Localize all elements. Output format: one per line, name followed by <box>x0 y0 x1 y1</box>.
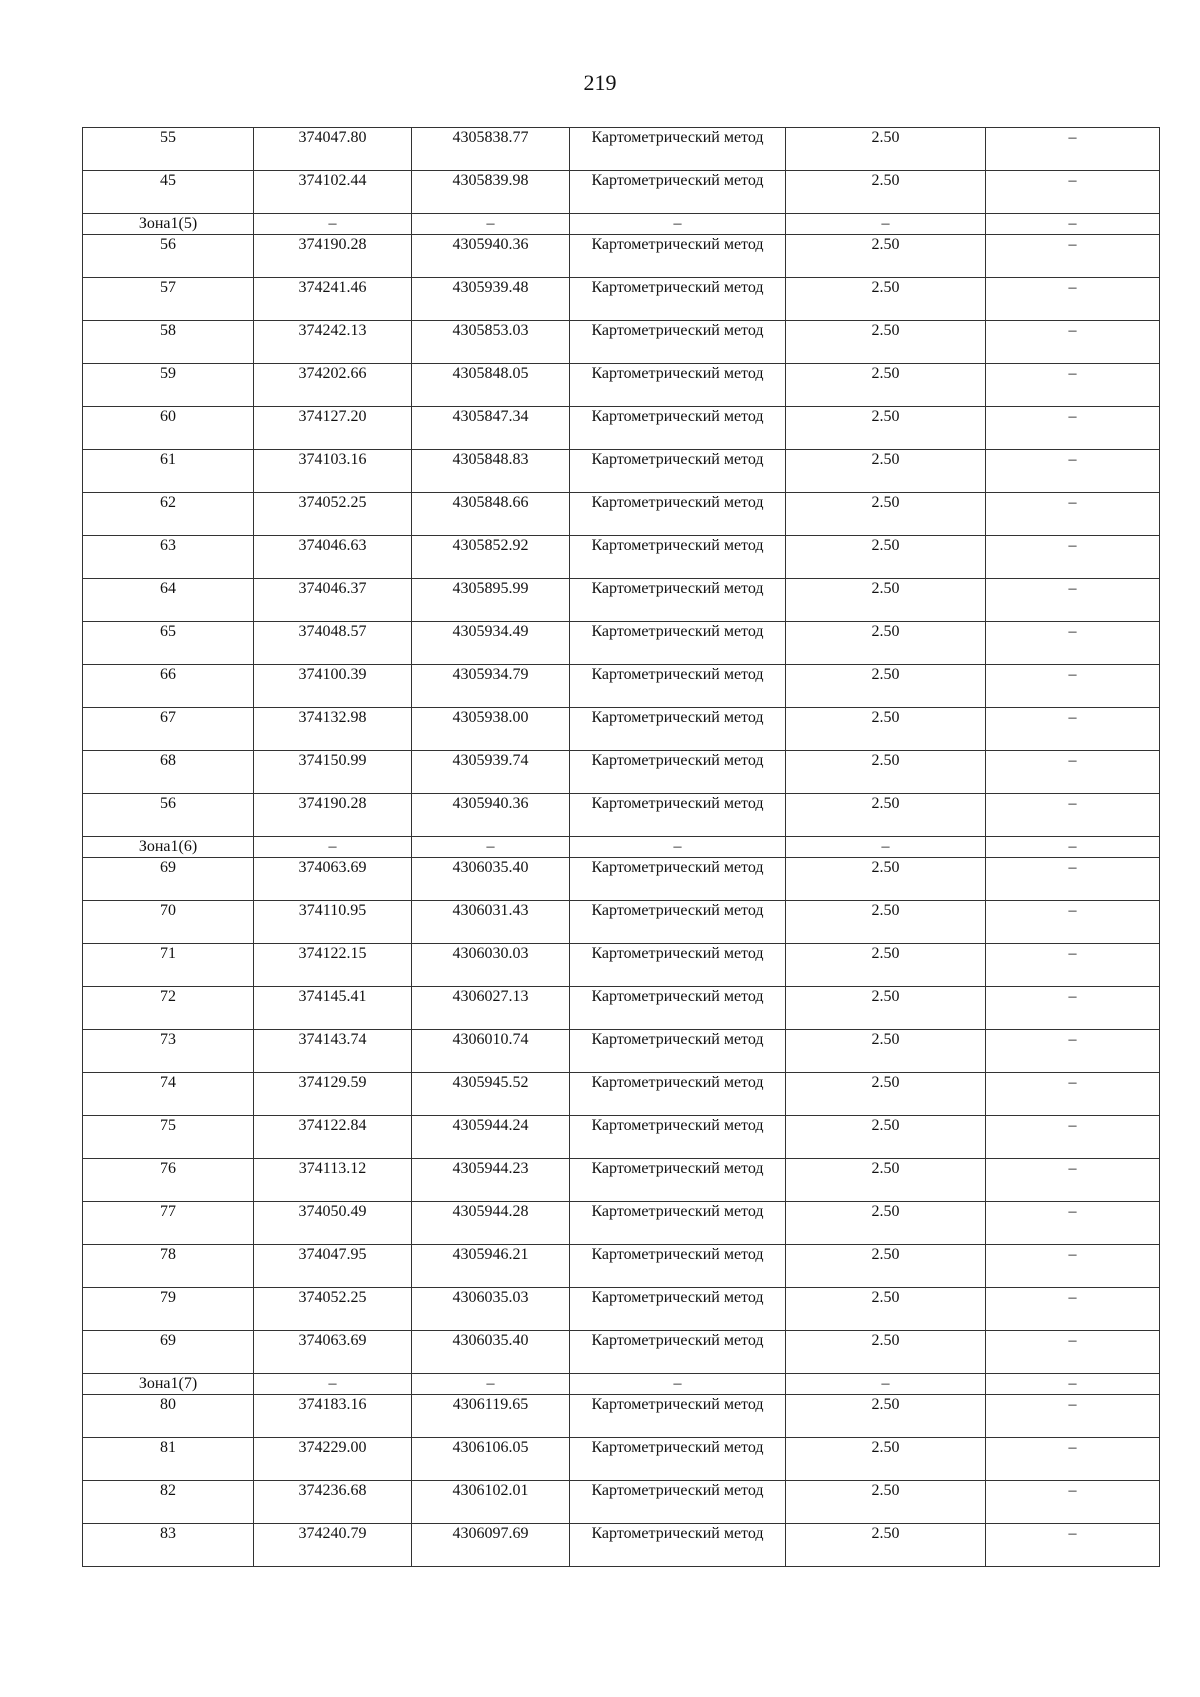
y-coordinate-cell: 4306106.05 <box>412 1438 570 1481</box>
table-row <box>83 450 1160 493</box>
method-cell: Картометрический метод <box>570 665 786 708</box>
table-row <box>83 278 1160 321</box>
table-row <box>83 171 1160 214</box>
x-coordinate-cell: 374132.98 <box>254 708 412 751</box>
accuracy-cell: 2.50 <box>786 1202 986 1245</box>
y-coordinate-cell: 4305934.49 <box>412 622 570 665</box>
y-coordinate-cell: – <box>412 837 570 858</box>
note-cell: – <box>986 1073 1160 1116</box>
note-cell: – <box>986 364 1160 407</box>
note-cell: – <box>986 1331 1160 1374</box>
y-coordinate-cell: 4305839.98 <box>412 171 570 214</box>
coordinates-table-body <box>83 128 1160 1567</box>
note-cell: – <box>986 622 1160 665</box>
note-cell: – <box>986 214 1160 235</box>
y-coordinate-cell: 4305895.99 <box>412 579 570 622</box>
x-coordinate-cell: 374229.00 <box>254 1438 412 1481</box>
note-cell: – <box>986 235 1160 278</box>
accuracy-cell: 2.50 <box>786 1073 986 1116</box>
x-coordinate-cell: 374103.16 <box>254 450 412 493</box>
y-coordinate-cell: 4305940.36 <box>412 235 570 278</box>
x-coordinate-cell: 374202.66 <box>254 364 412 407</box>
table-row <box>83 1524 1160 1567</box>
point-id-cell: 45 <box>83 171 254 214</box>
y-coordinate-cell: – <box>412 214 570 235</box>
x-coordinate-cell: 374129.59 <box>254 1073 412 1116</box>
y-coordinate-cell: 4306035.40 <box>412 1331 570 1374</box>
x-coordinate-cell: 374122.84 <box>254 1116 412 1159</box>
y-coordinate-cell: 4305944.24 <box>412 1116 570 1159</box>
point-id-cell: 82 <box>83 1481 254 1524</box>
method-cell: Картометрический метод <box>570 364 786 407</box>
method-cell: Картометрический метод <box>570 1524 786 1567</box>
note-cell: – <box>986 1374 1160 1395</box>
note-cell: – <box>986 751 1160 794</box>
accuracy-cell: 2.50 <box>786 1524 986 1567</box>
point-id-cell: 71 <box>83 944 254 987</box>
y-coordinate-cell: 4305848.05 <box>412 364 570 407</box>
y-coordinate-cell: – <box>412 1374 570 1395</box>
note-cell: – <box>986 901 1160 944</box>
y-coordinate-cell: 4305945.52 <box>412 1073 570 1116</box>
method-cell: Картометрический метод <box>570 944 786 987</box>
x-coordinate-cell: 374143.74 <box>254 1030 412 1073</box>
y-coordinate-cell: 4305944.23 <box>412 1159 570 1202</box>
table-row <box>83 1331 1160 1374</box>
accuracy-cell: 2.50 <box>786 171 986 214</box>
point-id-cell: 73 <box>83 1030 254 1073</box>
accuracy-cell: 2.50 <box>786 579 986 622</box>
method-cell: Картометрический метод <box>570 321 786 364</box>
x-coordinate-cell: 374063.69 <box>254 1331 412 1374</box>
zone-header-row <box>83 1374 1160 1395</box>
x-coordinate-cell: 374127.20 <box>254 407 412 450</box>
accuracy-cell: 2.50 <box>786 364 986 407</box>
method-cell: Картометрический метод <box>570 901 786 944</box>
y-coordinate-cell: 4306027.13 <box>412 987 570 1030</box>
y-coordinate-cell: 4306097.69 <box>412 1524 570 1567</box>
x-coordinate-cell: – <box>254 214 412 235</box>
note-cell: – <box>986 1288 1160 1331</box>
note-cell: – <box>986 858 1160 901</box>
page-number: 219 <box>583 70 617 95</box>
method-cell: Картометрический метод <box>570 1202 786 1245</box>
method-cell: Картометрический метод <box>570 751 786 794</box>
note-cell: – <box>986 171 1160 214</box>
point-id-cell: 69 <box>83 1331 254 1374</box>
point-id-cell: 67 <box>83 708 254 751</box>
point-id-cell: 62 <box>83 493 254 536</box>
point-id-cell: 78 <box>83 1245 254 1288</box>
accuracy-cell: 2.50 <box>786 1395 986 1438</box>
y-coordinate-cell: 4306119.65 <box>412 1395 570 1438</box>
y-coordinate-cell: 4305848.83 <box>412 450 570 493</box>
point-id-cell: Зона1(7) <box>83 1374 254 1395</box>
method-cell: Картометрический метод <box>570 1395 786 1438</box>
x-coordinate-cell: 374046.37 <box>254 579 412 622</box>
x-coordinate-cell: 374100.39 <box>254 665 412 708</box>
accuracy-cell: 2.50 <box>786 1438 986 1481</box>
accuracy-cell: 2.50 <box>786 1288 986 1331</box>
method-cell: Картометрический метод <box>570 1481 786 1524</box>
method-cell: Картометрический метод <box>570 493 786 536</box>
table-row <box>83 1159 1160 1202</box>
x-coordinate-cell: 374145.41 <box>254 987 412 1030</box>
note-cell: – <box>986 794 1160 837</box>
accuracy-cell: 2.50 <box>786 751 986 794</box>
x-coordinate-cell: 374183.16 <box>254 1395 412 1438</box>
point-id-cell: 79 <box>83 1288 254 1331</box>
method-cell: – <box>570 1374 786 1395</box>
y-coordinate-cell: 4305944.28 <box>412 1202 570 1245</box>
table-row <box>83 1395 1160 1438</box>
method-cell: Картометрический метод <box>570 1331 786 1374</box>
note-cell: – <box>986 321 1160 364</box>
accuracy-cell: 2.50 <box>786 450 986 493</box>
y-coordinate-cell: 4305939.74 <box>412 751 570 794</box>
y-coordinate-cell: 4305838.77 <box>412 128 570 171</box>
point-id-cell: 66 <box>83 665 254 708</box>
method-cell: Картометрический метод <box>570 1116 786 1159</box>
point-id-cell: Зона1(6) <box>83 837 254 858</box>
y-coordinate-cell: 4305934.79 <box>412 665 570 708</box>
accuracy-cell: – <box>786 214 986 235</box>
note-cell: – <box>986 1395 1160 1438</box>
method-cell: – <box>570 837 786 858</box>
method-cell: Картометрический метод <box>570 987 786 1030</box>
accuracy-cell: 2.50 <box>786 665 986 708</box>
table-row <box>83 364 1160 407</box>
y-coordinate-cell: 4306010.74 <box>412 1030 570 1073</box>
y-coordinate-cell: 4305853.03 <box>412 321 570 364</box>
point-id-cell: 74 <box>83 1073 254 1116</box>
table-row <box>83 901 1160 944</box>
point-id-cell: 58 <box>83 321 254 364</box>
accuracy-cell: 2.50 <box>786 1159 986 1202</box>
x-coordinate-cell: 374046.63 <box>254 536 412 579</box>
note-cell: – <box>986 407 1160 450</box>
method-cell: Картометрический метод <box>570 235 786 278</box>
accuracy-cell: 2.50 <box>786 235 986 278</box>
note-cell: – <box>986 1159 1160 1202</box>
table-row <box>83 1116 1160 1159</box>
note-cell: – <box>986 987 1160 1030</box>
table-row <box>83 321 1160 364</box>
note-cell: – <box>986 1481 1160 1524</box>
accuracy-cell: – <box>786 837 986 858</box>
accuracy-cell: 2.50 <box>786 278 986 321</box>
method-cell: Картометрический метод <box>570 1245 786 1288</box>
method-cell: Картометрический метод <box>570 794 786 837</box>
point-id-cell: Зона1(5) <box>83 214 254 235</box>
accuracy-cell: 2.50 <box>786 858 986 901</box>
y-coordinate-cell: 4306030.03 <box>412 944 570 987</box>
method-cell: Картометрический метод <box>570 579 786 622</box>
accuracy-cell: 2.50 <box>786 1245 986 1288</box>
y-coordinate-cell: 4306102.01 <box>412 1481 570 1524</box>
x-coordinate-cell: 374052.25 <box>254 493 412 536</box>
point-id-cell: 56 <box>83 794 254 837</box>
note-cell: – <box>986 128 1160 171</box>
table-row <box>83 622 1160 665</box>
method-cell: Картометрический метод <box>570 407 786 450</box>
table-row <box>83 1481 1160 1524</box>
x-coordinate-cell: 374236.68 <box>254 1481 412 1524</box>
x-coordinate-cell: 374102.44 <box>254 171 412 214</box>
method-cell: Картометрический метод <box>570 622 786 665</box>
accuracy-cell: 2.50 <box>786 493 986 536</box>
accuracy-cell: 2.50 <box>786 1030 986 1073</box>
x-coordinate-cell: 374052.25 <box>254 1288 412 1331</box>
table-row <box>83 536 1160 579</box>
accuracy-cell: 2.50 <box>786 321 986 364</box>
table-row <box>83 579 1160 622</box>
accuracy-cell: 2.50 <box>786 708 986 751</box>
table-row <box>83 1030 1160 1073</box>
point-id-cell: 68 <box>83 751 254 794</box>
note-cell: – <box>986 1245 1160 1288</box>
method-cell: – <box>570 214 786 235</box>
y-coordinate-cell: 4305938.00 <box>412 708 570 751</box>
x-coordinate-cell: 374050.49 <box>254 1202 412 1245</box>
x-coordinate-cell: 374190.28 <box>254 794 412 837</box>
table-row <box>83 751 1160 794</box>
table-row <box>83 1073 1160 1116</box>
table-row <box>83 944 1160 987</box>
x-coordinate-cell: 374113.12 <box>254 1159 412 1202</box>
method-cell: Картометрический метод <box>570 278 786 321</box>
note-cell: – <box>986 837 1160 858</box>
accuracy-cell: 2.50 <box>786 407 986 450</box>
accuracy-cell: 2.50 <box>786 1481 986 1524</box>
note-cell: – <box>986 1438 1160 1481</box>
point-id-cell: 64 <box>83 579 254 622</box>
point-id-cell: 77 <box>83 1202 254 1245</box>
note-cell: – <box>986 450 1160 493</box>
method-cell: Картометрический метод <box>570 1073 786 1116</box>
accuracy-cell: 2.50 <box>786 536 986 579</box>
note-cell: – <box>986 1116 1160 1159</box>
table-row <box>83 235 1160 278</box>
method-cell: Картометрический метод <box>570 708 786 751</box>
note-cell: – <box>986 708 1160 751</box>
table-row <box>83 665 1160 708</box>
point-id-cell: 83 <box>83 1524 254 1567</box>
zone-header-row <box>83 837 1160 858</box>
note-cell: – <box>986 665 1160 708</box>
note-cell: – <box>986 1524 1160 1567</box>
point-id-cell: 75 <box>83 1116 254 1159</box>
y-coordinate-cell: 4305848.66 <box>412 493 570 536</box>
method-cell: Картометрический метод <box>570 536 786 579</box>
point-id-cell: 59 <box>83 364 254 407</box>
point-id-cell: 72 <box>83 987 254 1030</box>
table-row <box>83 493 1160 536</box>
point-id-cell: 57 <box>83 278 254 321</box>
y-coordinate-cell: 4306031.43 <box>412 901 570 944</box>
x-coordinate-cell: – <box>254 837 412 858</box>
note-cell: – <box>986 536 1160 579</box>
x-coordinate-cell: 374122.15 <box>254 944 412 987</box>
accuracy-cell: 2.50 <box>786 622 986 665</box>
table-row <box>83 858 1160 901</box>
note-cell: – <box>986 944 1160 987</box>
table-row <box>83 1245 1160 1288</box>
x-coordinate-cell: 374241.46 <box>254 278 412 321</box>
x-coordinate-cell: – <box>254 1374 412 1395</box>
x-coordinate-cell: 374047.80 <box>254 128 412 171</box>
y-coordinate-cell: 4306035.03 <box>412 1288 570 1331</box>
table-row <box>83 1202 1160 1245</box>
note-cell: – <box>986 1030 1160 1073</box>
x-coordinate-cell: 374047.95 <box>254 1245 412 1288</box>
y-coordinate-cell: 4306035.40 <box>412 858 570 901</box>
accuracy-cell: 2.50 <box>786 794 986 837</box>
point-id-cell: 69 <box>83 858 254 901</box>
table-row <box>83 708 1160 751</box>
x-coordinate-cell: 374242.13 <box>254 321 412 364</box>
method-cell: Картометрический метод <box>570 1030 786 1073</box>
point-id-cell: 56 <box>83 235 254 278</box>
accuracy-cell: 2.50 <box>786 1331 986 1374</box>
y-coordinate-cell: 4305852.92 <box>412 536 570 579</box>
point-id-cell: 81 <box>83 1438 254 1481</box>
coordinates-table <box>82 127 1160 1567</box>
table-row <box>83 1288 1160 1331</box>
point-id-cell: 55 <box>83 128 254 171</box>
accuracy-cell: 2.50 <box>786 944 986 987</box>
method-cell: Картометрический метод <box>570 171 786 214</box>
point-id-cell: 76 <box>83 1159 254 1202</box>
note-cell: – <box>986 278 1160 321</box>
point-id-cell: 65 <box>83 622 254 665</box>
accuracy-cell: – <box>786 1374 986 1395</box>
method-cell: Картометрический метод <box>570 858 786 901</box>
point-id-cell: 63 <box>83 536 254 579</box>
x-coordinate-cell: 374190.28 <box>254 235 412 278</box>
accuracy-cell: 2.50 <box>786 901 986 944</box>
accuracy-cell: 2.50 <box>786 987 986 1030</box>
x-coordinate-cell: 374240.79 <box>254 1524 412 1567</box>
y-coordinate-cell: 4305946.21 <box>412 1245 570 1288</box>
table-row <box>83 987 1160 1030</box>
zone-header-row <box>83 214 1160 235</box>
method-cell: Картометрический метод <box>570 128 786 171</box>
x-coordinate-cell: 374150.99 <box>254 751 412 794</box>
x-coordinate-cell: 374048.57 <box>254 622 412 665</box>
x-coordinate-cell: 374063.69 <box>254 858 412 901</box>
y-coordinate-cell: 4305847.34 <box>412 407 570 450</box>
accuracy-cell: 2.50 <box>786 128 986 171</box>
note-cell: – <box>986 493 1160 536</box>
y-coordinate-cell: 4305939.48 <box>412 278 570 321</box>
x-coordinate-cell: 374110.95 <box>254 901 412 944</box>
method-cell: Картометрический метод <box>570 1288 786 1331</box>
point-id-cell: 70 <box>83 901 254 944</box>
y-coordinate-cell: 4305940.36 <box>412 794 570 837</box>
method-cell: Картометрический метод <box>570 1438 786 1481</box>
point-id-cell: 61 <box>83 450 254 493</box>
point-id-cell: 80 <box>83 1395 254 1438</box>
method-cell: Картометрический метод <box>570 1159 786 1202</box>
accuracy-cell: 2.50 <box>786 1116 986 1159</box>
table-row <box>83 128 1160 171</box>
note-cell: – <box>986 1202 1160 1245</box>
point-id-cell: 60 <box>83 407 254 450</box>
note-cell: – <box>986 579 1160 622</box>
table-row <box>83 794 1160 837</box>
method-cell: Картометрический метод <box>570 450 786 493</box>
table-row <box>83 407 1160 450</box>
table-row <box>83 1438 1160 1481</box>
